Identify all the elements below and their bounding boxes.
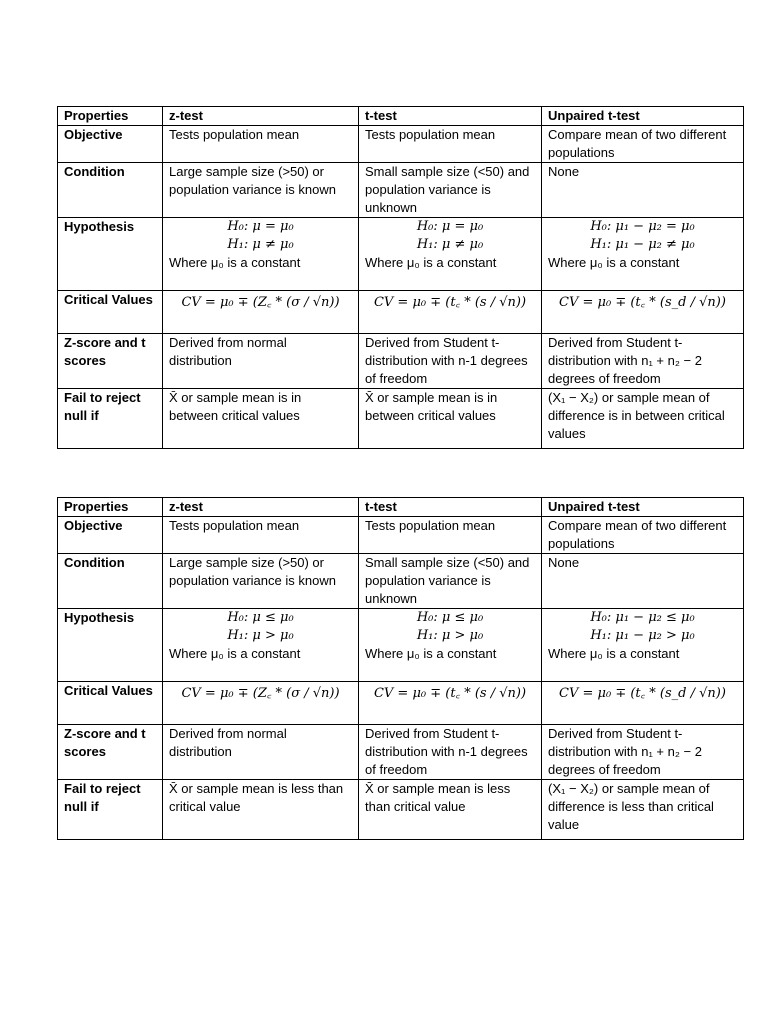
null-hypothesis: H₀: μ = μ₀ — [227, 219, 294, 234]
fail-to-reject-row — [58, 389, 744, 449]
header-z-test: z-test — [163, 498, 359, 517]
row-label-hypothesis: Hypothesis — [58, 609, 163, 682]
objective-row — [58, 517, 744, 554]
hypothesis-note: Where μ₀ is a constant — [365, 255, 497, 270]
condition-t: Small sample size (<50) and population variance is unknown — [359, 554, 542, 609]
scores-z: Derived from normal distribution — [163, 725, 359, 780]
objective-t: Tests population mean — [359, 517, 542, 554]
hypothesis-z — [163, 609, 359, 682]
comparison-table-two-tailed — [57, 106, 744, 449]
critical-value-t: CV = μ₀ ∓ (t꜀ * (s / √n)) — [359, 682, 542, 725]
hypothesis-note: Where μ₀ is a constant — [548, 646, 680, 661]
scores-row — [58, 725, 744, 780]
hypothesis-note: Where μ₀ is a constant — [548, 255, 680, 270]
alt-hypothesis: H₁: μ ≠ μ₀ — [416, 237, 484, 252]
scores-t: Derived from Student t-distribution with n-1 degrees of freedom — [359, 334, 542, 389]
critical-values-row — [58, 291, 744, 334]
alt-hypothesis: H₁: μ₁ − μ₂ > μ₀ — [590, 628, 695, 643]
row-label-critical-values: Critical Values — [58, 682, 163, 725]
fail-to-reject-row — [58, 780, 744, 840]
row-label-condition: Condition — [58, 163, 163, 218]
critical-value-z: CV = μ₀ ∓ (Z꜀ * (σ / √n)) — [163, 291, 359, 334]
row-label-condition: Condition — [58, 554, 163, 609]
row-label-hypothesis: Hypothesis — [58, 218, 163, 291]
null-hypothesis: H₀: μ = μ₀ — [416, 219, 484, 234]
objective-row — [58, 126, 744, 163]
scores-row — [58, 334, 744, 389]
fail-to-reject-t: X̄ or sample mean is in between critical values — [359, 389, 542, 449]
header-row — [58, 498, 744, 517]
condition-z: Large sample size (>50) or population variance is known — [163, 554, 359, 609]
alt-hypothesis: H₁: μ ≠ μ₀ — [227, 237, 294, 252]
hypothesis-note: Where μ₀ is a constant — [365, 646, 497, 661]
null-hypothesis: H₀: μ ≤ μ₀ — [416, 610, 484, 625]
row-label-objective: Objective — [58, 517, 163, 554]
hypothesis-t — [359, 218, 542, 291]
critical-value-t: CV = μ₀ ∓ (t꜀ * (s / √n)) — [359, 291, 542, 334]
header-properties: Properties — [58, 498, 163, 517]
condition-t: Small sample size (<50) and population variance is unknown — [359, 163, 542, 218]
header-row — [58, 107, 744, 126]
hypothesis-note: Where μ₀ is a constant — [169, 646, 301, 661]
scores-z: Derived from normal distribution — [163, 334, 359, 389]
row-label-scores: Z-score and t scores — [58, 725, 163, 780]
scores-unpaired: Derived from Student t-distribution with n₁ + n₂ − 2 degrees of freedom — [542, 334, 744, 389]
header-t-test: t-test — [359, 498, 542, 517]
row-label-objective: Objective — [58, 126, 163, 163]
null-hypothesis: H₀: μ₁ − μ₂ ≤ μ₀ — [590, 610, 695, 625]
critical-values-row — [58, 682, 744, 725]
scores-t: Derived from Student t-distribution with n-1 degrees of freedom — [359, 725, 542, 780]
header-unpaired-t-test: Unpaired t-test — [542, 107, 744, 126]
condition-z: Large sample size (>50) or population variance is known — [163, 163, 359, 218]
fail-to-reject-z: X̄ or sample mean is in between critical values — [163, 389, 359, 449]
condition-unpaired: None — [542, 554, 744, 609]
hypothesis-z — [163, 218, 359, 291]
hypothesis-row — [58, 609, 744, 682]
objective-t: Tests population mean — [359, 126, 542, 163]
fail-to-reject-t: X̄ or sample mean is less than critical value — [359, 780, 542, 840]
critical-value-unpaired: CV = μ₀ ∓ (t꜀ * (s_d / √n)) — [542, 291, 744, 334]
header-properties: Properties — [58, 107, 163, 126]
row-label-critical-values: Critical Values — [58, 291, 163, 334]
condition-unpaired: None — [542, 163, 744, 218]
hypothesis-row — [58, 218, 744, 291]
header-t-test: t-test — [359, 107, 542, 126]
objective-z: Tests population mean — [163, 126, 359, 163]
condition-row — [58, 163, 744, 218]
fail-to-reject-unpaired: (X₁ − X₂) or sample mean of difference is in between critical values — [542, 389, 744, 449]
comparison-table-one-tailed — [57, 497, 744, 840]
hypothesis-unpaired — [542, 609, 744, 682]
hypothesis-note: Where μ₀ is a constant — [169, 255, 301, 270]
null-hypothesis: H₀: μ ≤ μ₀ — [227, 610, 294, 625]
objective-unpaired: Compare mean of two different populations — [542, 517, 744, 554]
header-z-test: z-test — [163, 107, 359, 126]
alt-hypothesis: H₁: μ₁ − μ₂ ≠ μ₀ — [590, 237, 695, 252]
header-unpaired-t-test: Unpaired t-test — [542, 498, 744, 517]
fail-to-reject-unpaired: (X₁ − X₂) or sample mean of difference is less than critical value — [542, 780, 744, 840]
alt-hypothesis: H₁: μ > μ₀ — [416, 628, 484, 643]
fail-to-reject-z: X̄ or sample mean is less than critical value — [163, 780, 359, 840]
objective-unpaired: Compare mean of two different populations — [542, 126, 744, 163]
row-label-scores: Z-score and t scores — [58, 334, 163, 389]
condition-row — [58, 554, 744, 609]
alt-hypothesis: H₁: μ > μ₀ — [227, 628, 294, 643]
hypothesis-t — [359, 609, 542, 682]
row-label-fail-to-reject: Fail to reject null if — [58, 780, 163, 840]
critical-value-z: CV = μ₀ ∓ (Z꜀ * (σ / √n)) — [163, 682, 359, 725]
row-label-fail-to-reject: Fail to reject null if — [58, 389, 163, 449]
scores-unpaired: Derived from Student t-distribution with n₁ + n₂ − 2 degrees of freedom — [542, 725, 744, 780]
null-hypothesis: H₀: μ₁ − μ₂ = μ₀ — [590, 219, 695, 234]
hypothesis-unpaired — [542, 218, 744, 291]
objective-z: Tests population mean — [163, 517, 359, 554]
critical-value-unpaired: CV = μ₀ ∓ (t꜀ * (s_d / √n)) — [542, 682, 744, 725]
